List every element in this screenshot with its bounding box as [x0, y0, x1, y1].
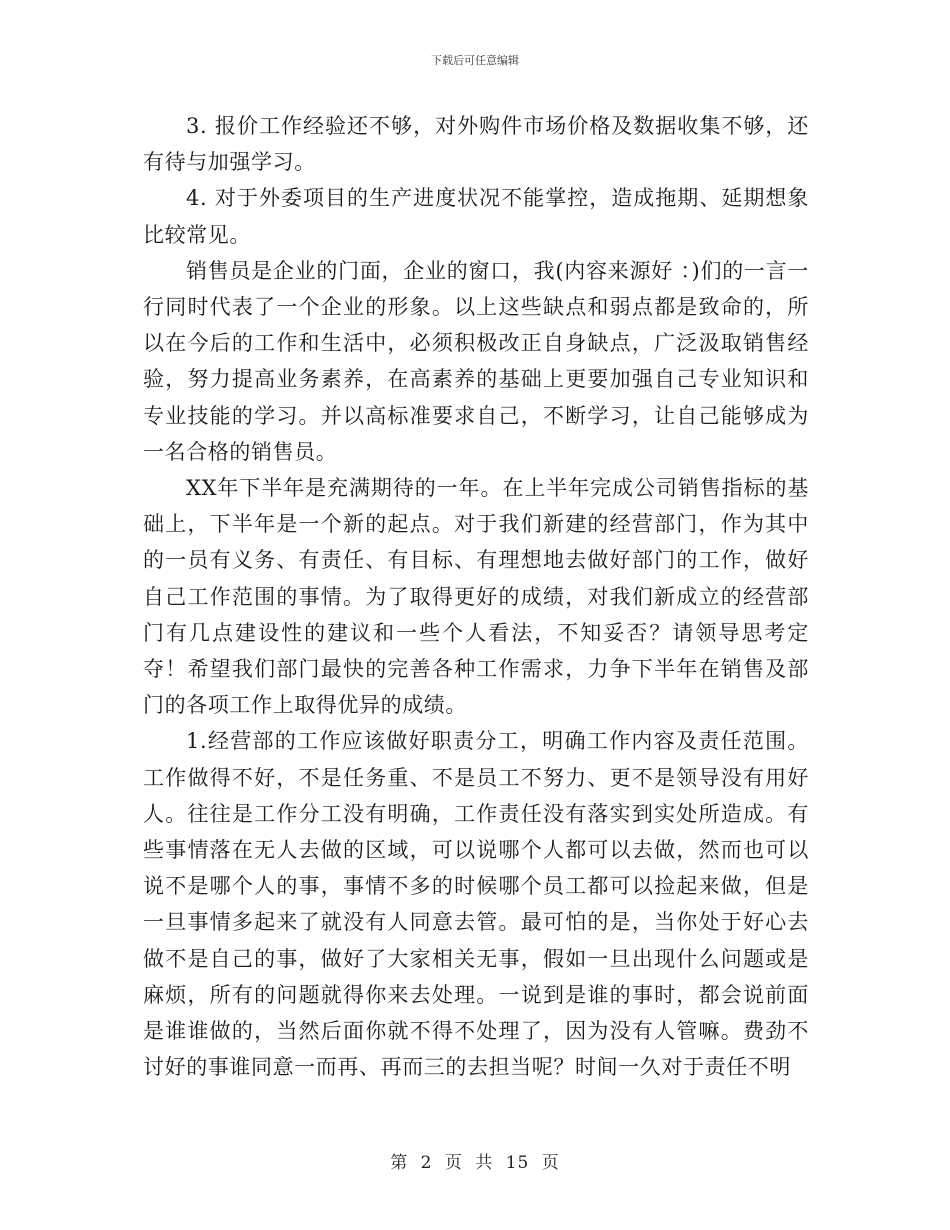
- page-header: 下载后可任意编辑: [431, 54, 519, 67]
- page-word: 页: [444, 1153, 463, 1173]
- total-page-number: 15: [505, 1153, 530, 1173]
- paragraph-item-3: 3. 报价工作经验还不够，对外购件市场价格及数据收集不够，还有待与加强学习。: [143, 114, 809, 175]
- total-word: 共: [475, 1153, 494, 1173]
- current-page-number: 2: [420, 1153, 433, 1173]
- document-body: [143, 108, 809, 1085]
- paragraph-salesperson: 销售员是企业的门面，企业的窗口，我(内容来源好 ：)们的一言一行同时代表了一个企业的形象。以上这些缺点和弱点都是致命的，所以在今后的工作和生活中，必须积极改正自身缺点，广泛汲取销售经验，努力提高业务素养，在高素养的基础上更要加强自己专业知识和专业技能的学习。并以高标准要求自己，不断学习，让自己能够成为一名合格的销售员。: [143, 258, 809, 464]
- paragraph-item-4: 4. 对于外委项目的生产进度状况不能掌控，造成拖期、延期想象比较常见。: [143, 186, 809, 247]
- page-suffix: 页: [541, 1153, 560, 1173]
- page-prefix: 第: [390, 1153, 409, 1173]
- paragraph-second-half-year: XX年下半年是充满期待的一年。在上半年完成公司销售指标的基础上，下半年是一个新的起点。对于我们新建的经营部门，作为其中的一员有义务、有责任、有目标、有理想地去做好部门的工作，做好自己工作范围的事情。为了取得更好的成绩，对我们新成立的经营部门有几点建设性的建议和一些个人看法，不知妥否？请领导思考定夺！希望我们部门最快的完善各种工作需求，力争下半年在销售及部门的各项工作上取得优异的成绩。: [143, 476, 809, 718]
- paragraph-suggestion-1: 1.经营部的工作应该做好职责分工，明确工作内容及责任范围。工作做得不好，不是任务重、不是员工不努力、更不是领导没有用好人。往往是工作分工没有明确，工作责任没有落实到实处所造成。有些事情落在无人去做的区域，可以说哪个人都可以去做，然而也可以说不是哪个人的事，事情不多的时候哪个员工都可以捡起来做，但是一旦事情多起来了就没有人同意去管。最可怕的是，当你处于好心去做不是自己的事，做好了大家相关无事，假如一旦出现什么问题或是麻烦，所有的问题就得你来去处理。一说到是谁的事时，都会说前面是谁谁做的，当然后面你就不得不处理了，因为没有人管嘛。费劲不讨好的事谁同意一而再、再而三的去担当呢？时间一久对于责任不明: [143, 729, 809, 1080]
- page-footer: [0, 1148, 950, 1173]
